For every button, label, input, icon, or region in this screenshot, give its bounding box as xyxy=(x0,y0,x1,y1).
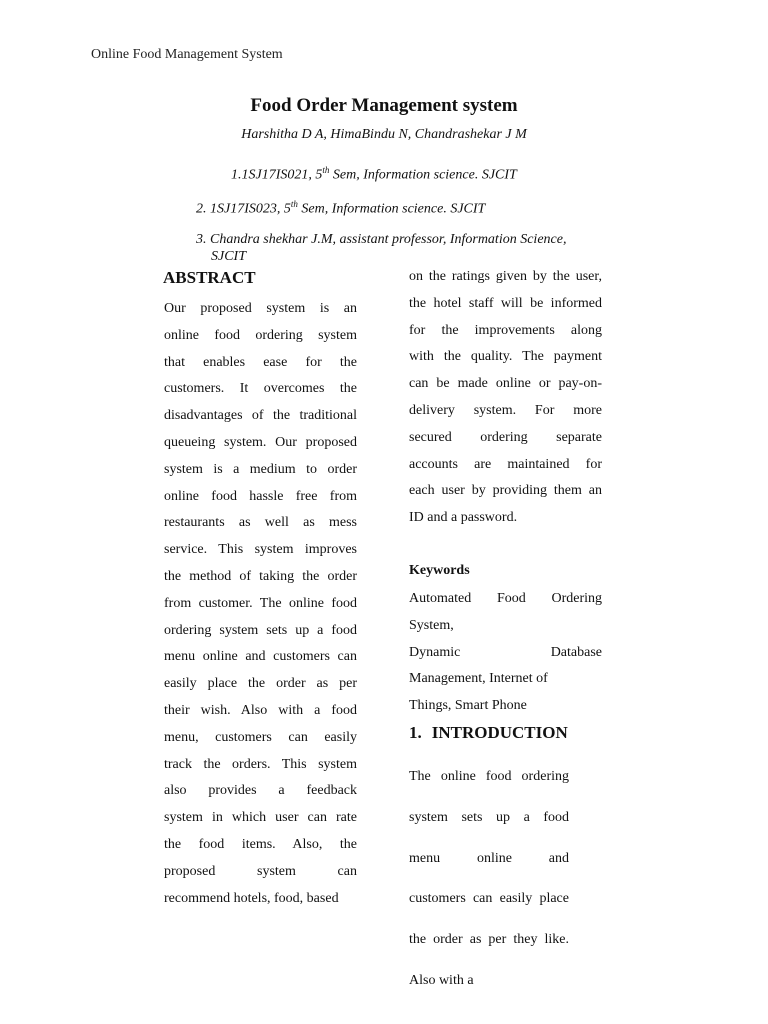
text-line: secured ordering separate xyxy=(409,429,602,445)
keywords-list xyxy=(409,586,602,720)
text-line: online food hassle free from xyxy=(164,488,357,504)
text-line: customers can easily place xyxy=(409,891,569,907)
text-line: ID and a password. xyxy=(409,510,518,526)
text-line: the hotel staff will be informed xyxy=(409,295,602,311)
keywords-heading: Keywords xyxy=(409,563,470,578)
text-line: menu online and customers can xyxy=(164,649,357,665)
keyword-line: Automated Food Ordering xyxy=(409,591,602,606)
running-header: Online Food Management System xyxy=(91,47,283,62)
text-line: service. This system improves xyxy=(164,542,357,558)
keyword-line: Dynamic Database xyxy=(409,644,602,660)
text-line: from customer. The online food xyxy=(164,595,357,611)
text-line: each user by providing them an xyxy=(409,483,602,499)
text-line: delivery system. For more xyxy=(409,402,602,418)
text-line: menu online and xyxy=(409,850,569,866)
text-line: system in which user can rate xyxy=(164,810,357,826)
text-line: proposed system can xyxy=(164,863,357,879)
text-line: system sets up a food xyxy=(409,809,569,825)
introduction-heading: 1. INTRODUCTION xyxy=(409,723,568,742)
text-line: with the quality. The payment xyxy=(409,349,602,365)
paper-title: Food Order Management system xyxy=(250,95,518,116)
text-line: Also with a xyxy=(409,972,474,988)
affiliation-3: 3. Chandra shekhar J.M, assistant professor, Information Science, SJCIT xyxy=(196,232,567,264)
text-line: menu, customers can easily xyxy=(164,729,357,745)
keyword-line: System, xyxy=(409,617,454,633)
text-line: accounts are maintained for xyxy=(409,456,602,472)
keyword-line: Things, Smart Phone xyxy=(409,698,527,714)
text-line: ordering system sets up a food xyxy=(164,622,357,638)
affiliation-2: 2. 1SJ17IS023, 5th Sem, Information science. SJCIT xyxy=(196,199,486,217)
author-list: Harshitha D A, HimaBindu N, Chandrashekar J M xyxy=(241,127,527,142)
keyword-line: Management, Internet of xyxy=(409,671,548,687)
text-line: system is a medium to order xyxy=(164,461,357,477)
text-line: customers. It overcomes the xyxy=(164,381,357,397)
text-line: for the improvements along xyxy=(409,322,602,338)
text-line: that enables ease for the xyxy=(164,354,357,370)
text-line: online food ordering system xyxy=(164,327,357,343)
text-line: their wish. Also with a food xyxy=(164,702,357,718)
abstract-heading: ABSTRACT xyxy=(163,268,256,287)
introduction-body xyxy=(409,750,569,1009)
text-line: restaurants as well as mess xyxy=(164,515,357,531)
text-line: disadvantages of the traditional xyxy=(164,408,357,424)
text-line: can be made online or pay-on- xyxy=(409,376,602,392)
text-line: on the ratings given by the user, xyxy=(409,269,602,284)
text-line: the order as per they like. xyxy=(409,932,569,948)
affiliation-1: 1.1SJ17IS021, 5th Sem, Information science. SJCIT xyxy=(231,165,517,183)
abstract-left-column xyxy=(164,296,357,912)
text-line: the method of taking the order xyxy=(164,568,357,584)
text-line: the food items. Also, the xyxy=(164,836,357,852)
text-line: also provides a feedback xyxy=(164,783,357,799)
text-line: The online food ordering xyxy=(409,769,569,784)
text-line: track the orders. This system xyxy=(164,756,357,772)
text-line: recommend hotels, food, based xyxy=(164,890,339,906)
abstract-right-column xyxy=(409,264,602,532)
text-line: Our proposed system is an xyxy=(164,301,357,316)
text-line: queueing system. Our proposed xyxy=(164,434,357,450)
text-line: easily place the order as per xyxy=(164,676,357,692)
